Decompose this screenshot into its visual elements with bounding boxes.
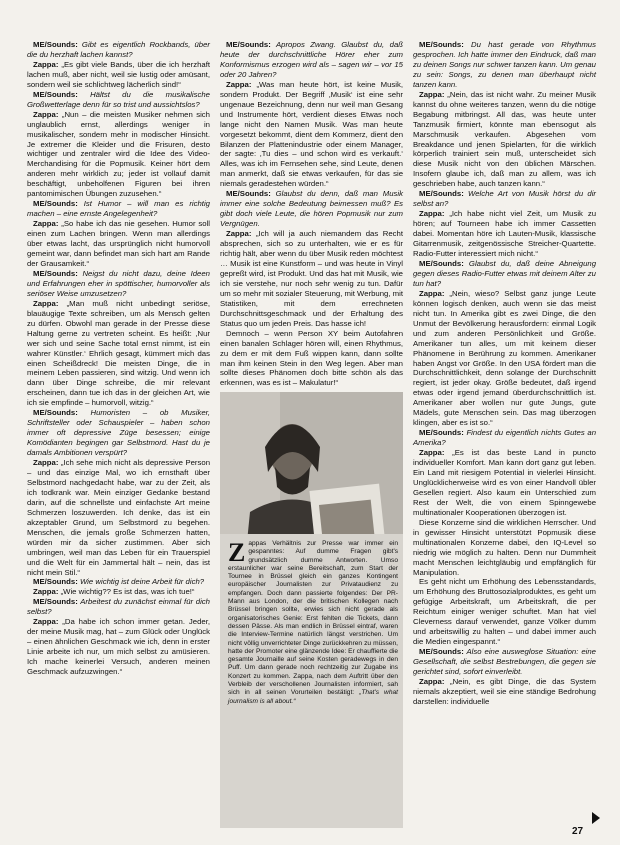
paragraph (413, 259, 596, 289)
speaker-label: Zappa: (33, 59, 59, 69)
caption-text: appas Verhältnis zur Presse war immer ein gespanntes: Auf dumme Fragen gibt's grundsätzlich dumme Antworten. Umso erstaunlicher war seine Bereitschaft, zum Start der Tournee in Brüssel gleich ein ganzes Kontingent europäischer Journalisten zur Privataudienz zu empfangen. Doch dann passierte folgendes: Der PR-Mann aus London, der die britischen Kollegen nach Brüssel bringen sollte, erwies sich nicht gerade als organisatorisches Genie: Erst fehlten die Tickets, dann dessen Pässe. Als man endlich in Brüssel eintraf, waren die Interview-Termine natürlich längst verstrichen. Um nicht völlig unverrichteter Dinge zurückkehren zu müssen, hatte der Promoter eine glänzende Idee: Er chauffierte die gesamte Journaille auf seine Kosten geradewegs in den Puff. Um dann gerade noch rechtzeitig zur Zugabe ins Konzert zu kommen. Zappa, nach dem Auftritt über den Verbleib der verschollenen Journalisten informiert, sah sich in all seinen Vorurteilen bestätigt: (228, 540, 398, 697)
caption-dropcap: Z (228, 538, 246, 567)
paragraph-text: Hältst du die musikalische Großwetterlage denn für so trist und aussichtslos? (27, 89, 210, 109)
speaker-label: ME/Sounds: (226, 189, 271, 199)
paragraph (413, 40, 596, 90)
paragraph (27, 299, 210, 408)
paragraph (27, 110, 210, 200)
paragraph (27, 90, 210, 110)
page-number: 27 (572, 826, 584, 837)
paragraph (27, 577, 210, 587)
paragraph-text: „Was man heute hört, ist keine Musik, sondern Produkt. Der Begriff ‚Musik‘ ist eine sehr ungenaue Bezeichnung, denn nur weil man Gesang und Instrumente hört, verdient dieses Etwas noch lange nicht den Namen Musik. Was man heute vorgesetzt bekommt, dient dem Kommerz, dient den Bilanzen der Plattenindustrie oder einem Manager, der sagte: ‚Tu dies – und schon wird es verkauft.‘ Alles, was ich im Fernsehen sehe, sind Leute, denen man anmerkt, daß sie etwas verkaufen, für das sie niemals geradestehen würden.“ (220, 79, 404, 189)
paragraph-text: Arbeitest du zunächst einmal für dich selbst? (27, 597, 210, 617)
paragraph (413, 647, 596, 677)
paragraph-text: „Ich sehe mich nicht als depressive Person – und das einzige Mal, wo ich ernsthaft über Selbstmord nachgedacht habe, war zu der Zeit, als ich todkrank war. Mein einziger Gedanke bestand darin, auf die schnellste und einfachste Art meine Schmerzen loszuwerden. Ich denke, das ist ein akzeptabler Grund, um Selbstmord zu begehen. Menschen, die jemals große Schmerzen hatten, würden mir da sicher zustimmen. Aber sich umbringen, weil man das Leben für ein Trauerspiel und die Welt für ein Jammertal hält – nein, das ist nicht mein Stil.“ (27, 458, 211, 577)
speaker-label: ME/Sounds: (419, 647, 464, 657)
paragraph (27, 408, 210, 458)
speaker-label: Zappa: (33, 617, 59, 627)
speaker-label: ME/Sounds: (33, 40, 78, 49)
paragraph (413, 428, 596, 448)
speaker-label: ME/Sounds: (419, 40, 464, 49)
speaker-label: ME/Sounds: (226, 40, 271, 49)
caption-quote: „That's what journalism is all about.“ (228, 689, 398, 705)
speaker-label: Zappa: (33, 109, 59, 119)
paragraph (413, 90, 596, 190)
paragraph (27, 269, 210, 299)
speaker-label: Zappa: (33, 458, 59, 468)
paragraph (27, 597, 210, 617)
paragraph (220, 80, 403, 189)
paragraph-text: „Da habe ich schon immer getan. Jeder, der meine Musik mag, hat – zum Glück oder Unglück – einen ähnlichen Geschmack wie ich, denn in erster Linie arbeite ich nur, um mich selbst zu amüsieren. Ich mache keinerlei Versuch, anderen meinen Geschmack aufzuzwingen.“ (27, 617, 210, 677)
paragraph (413, 577, 596, 647)
paragraph-text: Glaubst du denn, daß man Musik immer eine solche Bedeutung beimessen muß? Es gibt doch viele Leute, die hören Popmusik nur zum Vergnügen. (220, 189, 403, 229)
paragraph-text: „Man muß nicht unbedingt seriöse, blauäugige Texte schreiben, um als Mensch gelten zu dürfen. Obwohl man gerade in der Presse diese Haltung gerne zu vertreten scheint. Es heißt: ‚Nur wer sich und seine Sache total ernst nimmt, ist ein wahrer Künstler.‘ Ehrlich gesagt, kümmert mich das einen Scheißdreck! Die meisten Dinge, die in meinem Leben passieren, sind witzig. Und wenn ich dann über Dinge schreibe, die mir relevant erscheinen, dann tue ich das in der gleichen Art, wie ich sie empfinde – humorvoll, witzig.“ (27, 298, 211, 408)
paragraph-text: Ist Humor – will man es richtig machen – eine ernste Angelegenheit? (27, 199, 210, 219)
paragraph-text: Diese Konzerne sind die wirklichen Herrscher. Und in gewisser Hinsicht unterstützt Popmusik diese multinationalen Konzerne dabei, den IQ-Level so niedrig wie möglich zu halten. Denn nur Dummheit macht Menschen leichtgläubig und empfänglich für Manipulation. (413, 517, 596, 577)
paragraph (27, 199, 210, 219)
paragraph-text: Apropos Zwang. Glaubst du, daß heute der durchschnittliche Hörer eher zum Konformismus erzogen wird als – sagen wir – vor 15 oder 20 Jahren? (220, 40, 403, 79)
paragraph (27, 40, 210, 60)
paragraph (413, 448, 596, 518)
paragraph (220, 40, 403, 80)
paragraph-text: „Nun – die meisten Musiker nehmen sich unglaublich ernst, allerdings weniger in musikalischer, sondern mehr in modischer Hinsicht. Je extremer die Kleider und die Frisuren, desto wichtiger und zentraler wird die Idee des Video-Merchandising für die Popmusik. Keiner hört dem anderen mehr wirklich zu; jeder ist vollauf damit beschäftigt, unbeholfenen Figuren bei ihren pantomimischen Übungen zuzusehen.“ (27, 109, 210, 199)
paragraph (27, 458, 210, 577)
column-2-text (220, 40, 403, 388)
speaker-label: ME/Sounds: (33, 408, 78, 418)
speaker-label: ME/Sounds: (33, 577, 78, 587)
paragraph-text: Neigst du nicht dazu, deine Ideen und Erfahrungen eher in spöttischer, humorvoller als seriöser Weise umzusetzen? (27, 268, 210, 298)
column-3 (413, 40, 596, 707)
paragraph-text: Humoristen – ob Musiker, Schriftsteller oder Schauspieler – haben schon immer oft depressive Züge besessen; einige Komödianten begingen gar Selbstmord. Hast du je damals Ambitionen verspürt? (27, 408, 210, 458)
paragraph (27, 617, 210, 677)
speaker-label: Zappa: (419, 89, 445, 99)
continue-arrow-icon (592, 812, 600, 824)
paragraph-text: Gibt es eigentlich Rockbands, über die du herzhaft lachen kannst? (27, 40, 211, 59)
paragraph (27, 60, 210, 90)
paragraph-text: Glaubst du, daß deine Abneigung gegen dieses Radio-Futter etwas mit deinem Alter zu tun hat? (413, 258, 597, 288)
paragraph-text: „Es gibt viele Bands, über die ich herzhaft lachen muß, aber nicht, weil sie lustig oder amüsant, sondern weil sie schlichtweg lächerlich sind!“ (27, 59, 211, 89)
paragraph (220, 229, 403, 329)
speaker-label: Zappa: (33, 587, 59, 597)
paragraph-text: Du hast gerade von Rhythmus gesprochen. Ich hatte immer den Eindruck, daß man zu deinen Songs nur schwer tanzen kann. Um genau zu sein: Songs, zu denen man überhaupt nicht tanzen kann. (413, 40, 596, 89)
speaker-label: Zappa: (419, 677, 445, 686)
paragraph (413, 677, 596, 707)
speaker-label: Zappa: (33, 298, 59, 308)
speaker-label: Zappa: (226, 79, 252, 89)
paragraph-text: „Nein, das ist nicht wahr. Zu meiner Musik kannst du ohne weiteres tanzen, wenn du die nötige Begabung mitbringst. All das, was heute unter Tanzmusik firmiert, könnte man ebensogut als Marschmusik verkaufen. Abgesehen vom Breakdance und jenen Spielarten, für die wirklich körperlich trainiert sein muß, unterscheidet sich diese Musik nicht von den üblichen Märschen. Insofern glaube ich, daß man zu allem, was ich geschrieben habe, auch tanzen kann.“ (413, 89, 597, 189)
speaker-label: Zappa: (33, 219, 59, 229)
paragraph-text: Wie wichtig ist deine Arbeit für dich? (79, 577, 205, 587)
paragraph-text: „Ich will ja auch niemandem das Recht absprechen, sich so zu unterhalten, wie er es für richtig hält, aber wenn du über Musik reden möchtest … Musik ist eine Kunstform – und was heute in Vinyl gepreßt wird, ist Produkt. Und das hat mit Musik, wie ich sie verstehe, nur noch sehr wenig zu tun. Dafür um so mehr mit sozialer Steuerung, mit Werbung, mit Statistiken, mit dem errechneten Durchschnittsgeschmack und der Erhaltung des Status quo um jeden Preis. Das hasse ich! (220, 229, 403, 328)
speaker-label: ME/Sounds: (33, 268, 78, 278)
speaker-label: ME/Sounds: (33, 199, 78, 209)
paragraph-text: „Nein, es gibt Dinge, die das System niemals akzeptiert, weil sie eine ständige Bedrohung darstellen: individuelle (413, 677, 596, 706)
paragraph (220, 189, 403, 229)
paragraph-text: „Ich habe nicht viel Zeit, um Musik zu hören; auf Tourneen habe ich immer Cassetten dabei. Momentan höre ich Lauten-Musik, klassische Gitarrenmusik, zeitgenössische Streicher-Quartette. Radio-Futter interessiert mich nicht.“ (413, 209, 597, 259)
paragraph (27, 219, 210, 269)
paragraph-text: „Nein, wieso? Selbst ganz junge Leute können logisch denken, auch wenn sie das meist nicht tun. In Amerika gibt es zwei Dinge, die den Unmut der Bevölkerung herausfordern: einmal Logik und zum anderen Persönlichkeit und Größe. Amerikaner tun alles, um mit keinem dieser Phänomene in Berührung zu kommen. Amerikaner haben Angst vor Größe. In den USA fördert man die Durchschnittlichkeit, denn solange der Durchschnitt regiert, ist jeder okay. Größe bedeutet, daß irgend etwas oder irgend jemand überdurchschnittlich ist. Amerikaner aber wollen nur gute Jungs, gute Mädels, gute Menschen sein. Das mag überzogen klingen, aber es ist so.“ (413, 288, 596, 428)
paragraph (27, 587, 210, 597)
column-1 (27, 40, 210, 677)
speaker-label: Zappa: (419, 209, 445, 219)
paragraph (413, 289, 596, 428)
paragraph (413, 189, 596, 209)
speaker-label: ME/Sounds: (33, 89, 78, 99)
paragraph (413, 518, 596, 578)
column-2 (220, 40, 403, 612)
speaker-label: ME/Sounds: (33, 597, 78, 607)
speaker-label: Zappa: (419, 288, 445, 298)
speaker-label: Zappa: (419, 448, 445, 458)
photo-caption (228, 540, 398, 706)
paragraph (413, 209, 596, 259)
paragraph-text: Findest du eigentlich nichts Gutes an Amerika? (413, 428, 596, 448)
paragraph (220, 329, 403, 389)
paragraph-text: Welche Art von Musik hörst du dir selbst an? (413, 189, 596, 209)
paragraph-text: Es geht nicht um Erhöhung des Lebensstandards, um Erhöhung des Bruttosozialproduktes, es geht um gefügige Arbeitskraft, um Arbeitskraft, die per Reichtum einiger weniger schuftet. Man hat viel Cleverness darauf verwendet, ganze Völker dumm und arbeitswillig zu halten – und dabei immer auch die Medien eingespannt.“ (413, 577, 596, 647)
paragraph-text: „Es ist das beste Land in puncto individueller Komfort. Man kann dort ganz gut leben. Ein Land mit riesigem Potential in vielerlei Hinsicht. Unglücklicherweise wird es von einer Handvoll übler Gesellen regiert. Also kaum ein Unterschied zum Rest der Welt, die von einem Spinngewebe multinationaler Kooperationen überzogen ist. (413, 448, 596, 517)
paragraph-text: Demnoch – wenn Person XY beim Autofahren einen banalen Schlager hören will, einen Rhythmus, zu dem er mit dem Fuß wippen kann, dann sollte man ihm keinen Stein in den Weg legen. Aber man sollte dieses Phänomen doch bitte schön als das erkennen, was es ist – Makulatur!“ (220, 328, 403, 388)
speaker-label: ME/Sounds: (419, 189, 464, 199)
speaker-label: ME/Sounds: (419, 428, 464, 438)
speaker-label: ME/Sounds: (419, 258, 464, 268)
speaker-label: Zappa: (226, 229, 252, 239)
paragraph-text: Also eine ausweglose Situation: eine Gesellschaft, die selbst Bestrebungen, die gegen sie gerichtet sind, sofort einverleibt. (413, 647, 596, 677)
paragraph-text: „Wie wichtig?? Es ist das, was ich tue!“ (60, 587, 195, 597)
paragraph-text: „So habe ich das nie gesehen. Humor soll einen zum Lachen bringen. Wenn man allerdings über etwas lacht, das ursprünglich nicht humorvoll gemeint war, dann befindet man sich hart am Rande der Grausamkeit.“ (27, 219, 211, 268)
